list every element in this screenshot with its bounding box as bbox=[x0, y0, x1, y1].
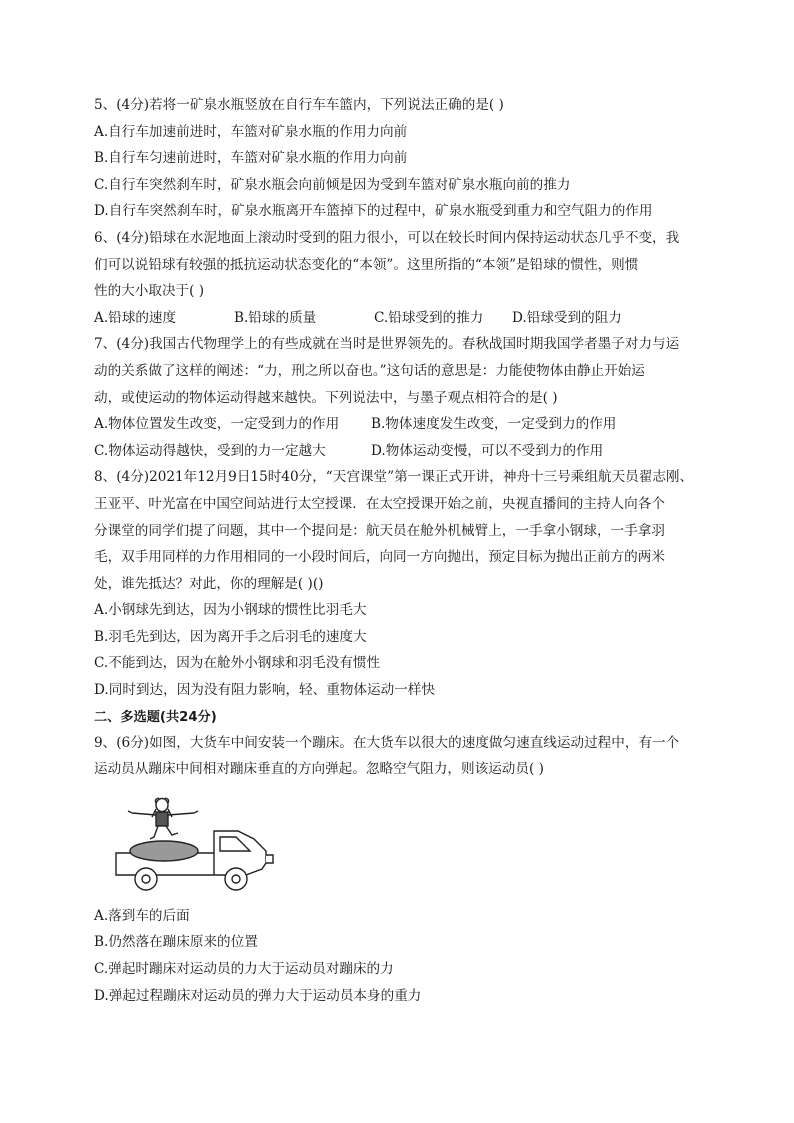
question-stem-line: 处，谁先抵达？对此，你的理解是( )() bbox=[94, 575, 324, 592]
truck bbox=[116, 831, 273, 890]
option-d: D.自行车突然刹车时，矿泉水瓶离开车篮掉下的过程中，矿泉水瓶受到重力和空气阻力的作用 bbox=[94, 203, 653, 220]
question-stem-line: 王亚平、叶光富在中国空间站进行太空授课．在太空授课开始之前，央视直播间的主持人向各个 bbox=[94, 495, 665, 512]
athlete-figure bbox=[128, 798, 198, 839]
option-d: D.铅球受到的阻力 bbox=[512, 309, 622, 326]
option-c: C.物体运动得越快，受到的力一定越大 bbox=[94, 442, 326, 459]
option-a: A.落到车的后面 bbox=[94, 907, 190, 924]
question-stem: 5、(4分)若将一矿泉水瓶竖放在自行车车篮内，下列说法正确的是( ) bbox=[94, 97, 504, 113]
truck-trampoline-illustration bbox=[110, 797, 280, 897]
question-stem-line: 6、(4分)铅球在水泥地面上滚动时受到的阻力很小，可以在较长时间内保持运动状态几乎不变，我 bbox=[94, 229, 680, 246]
option-b: B.自行车匀速前进时，车篮对矿泉水瓶的作用力向前 bbox=[94, 150, 408, 167]
option-d: D.同时到达，因为没有阻力影响，轻、重物体运动一样快 bbox=[94, 682, 435, 699]
option-c: C.弹起时蹦床对运动员的力大于运动员对蹦床的力 bbox=[94, 961, 394, 978]
option-b: B.仍然落在蹦床原来的位置 bbox=[94, 934, 258, 951]
option-b: B.铅球的质量 bbox=[234, 309, 317, 326]
question-stem-line: 动的关系做了这样的阐述：“力，刑之所以奋也。”这句话的意思是：力能使物体由静止开始运 bbox=[94, 362, 645, 379]
question-stem-line: 性的大小取决于( ) bbox=[94, 283, 205, 300]
question-7 bbox=[94, 331, 704, 464]
question-9 bbox=[94, 730, 704, 1010]
option-a: A.物体位置发生改变，一定受到力的作用 bbox=[94, 416, 340, 433]
option-b: B.物体速度发生改变，一定受到力的作用 bbox=[371, 416, 617, 433]
options-row bbox=[94, 438, 704, 465]
option-d: D.物体运动变慢，可以不受到力的作用 bbox=[371, 442, 604, 459]
option-a: A.自行车加速前进时，车篮对矿泉水瓶的作用力向前 bbox=[94, 123, 408, 140]
option-c: C.铅球受到的推力 bbox=[374, 309, 484, 326]
question-6 bbox=[94, 225, 704, 331]
question-stem-line: 动，或使运动的物体运动得越来越快。下列说法中，与墨子观点相符合的是( ) bbox=[94, 389, 558, 406]
question-stem-line: 9、(6分)如图，大货车中间安装一个蹦床。在大货车以很大的速度做匀速直线运动过程中，有一个 bbox=[94, 734, 680, 751]
truck-trampoline-figure bbox=[110, 797, 280, 897]
exam-page bbox=[94, 92, 704, 1009]
question-stem-line: 7、(4分)我国古代物理学上的有些成就在当时是世界领先的。春秋战国时期我国学者墨子对力与运 bbox=[94, 336, 680, 353]
option-a: A.铅球的速度 bbox=[94, 309, 177, 326]
options-row bbox=[94, 305, 704, 332]
options-row bbox=[94, 411, 704, 438]
option-a: A.小钢球先到达，因为小钢球的惯性比羽毛大 bbox=[94, 602, 367, 619]
option-d: D.弹起过程蹦床对运动员的弹力大于运动员本身的重力 bbox=[94, 987, 422, 1004]
option-c: C.不能到达，因为在舱外小钢球和羽毛没有惯性 bbox=[94, 655, 381, 672]
question-5 bbox=[94, 92, 704, 225]
option-b: B.羽毛先到达，因为离开手之后羽毛的速度大 bbox=[94, 628, 367, 645]
question-stem-line: 毛，双手用同样的力作用相同的一小段时间后，向同一方向抛出，预定目标为抛出正前方的两米 bbox=[94, 549, 665, 566]
question-8 bbox=[94, 464, 704, 703]
question-stem-line: 8、(4分)2021年12月9日15时40分，“天宫课堂”第一课正式开讲，神舟十三号乘组航天员翟志刚、 bbox=[94, 469, 694, 486]
question-stem-line: 们可以说铅球有较强的抵抗运动状态变化的“本领”。这里所指的“本领”是铅球的惯性，则惯 bbox=[94, 256, 639, 273]
option-c: C.自行车突然刹车时，矿泉水瓶会向前倾是因为受到车篮对矿泉水瓶向前的推力 bbox=[94, 176, 571, 193]
question-stem-line: 分课堂的同学们提了问题，其中一个提问是：航天员在舱外机械臂上，一手拿小钢球，一手拿羽 bbox=[94, 522, 665, 539]
question-stem-line: 运动员从蹦床中间相对蹦床垂直的方向弹起。忽略空气阻力，则该运动员( ) bbox=[94, 761, 544, 778]
section-heading: 二、多选题(共24分) bbox=[94, 709, 217, 725]
